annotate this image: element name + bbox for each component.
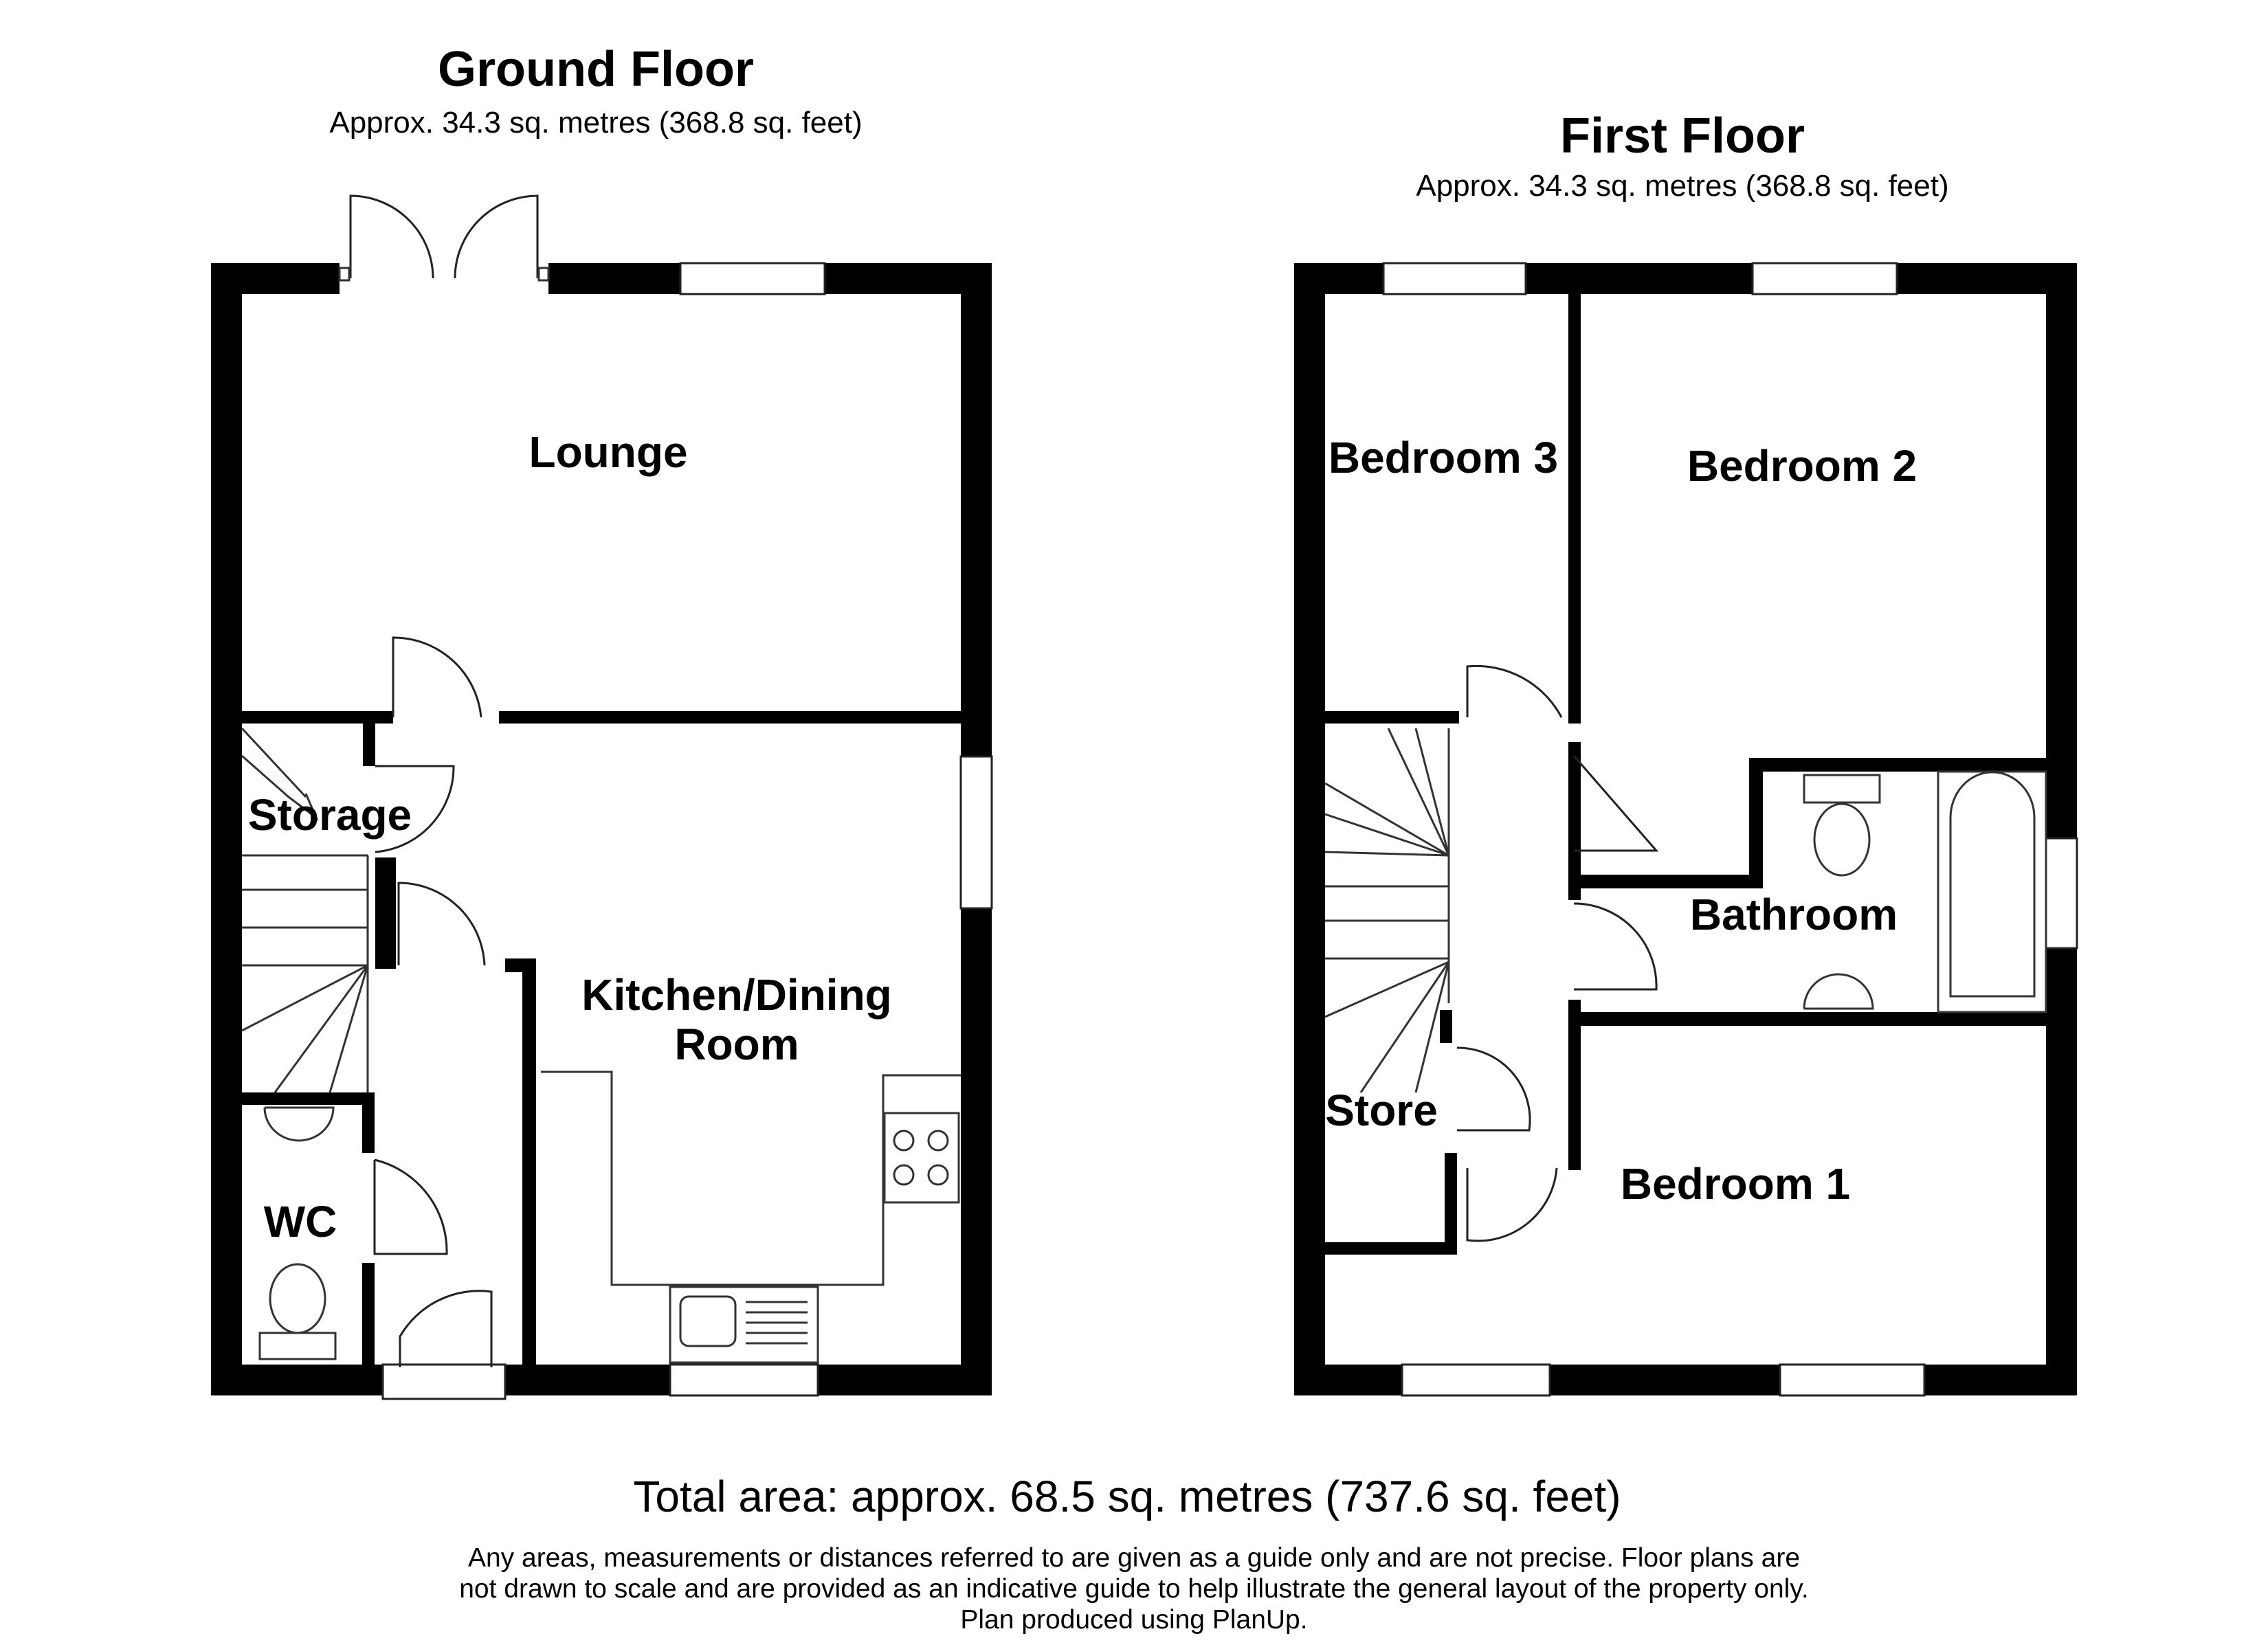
- room-label-bedroom3: Bedroom 3: [1328, 433, 1559, 482]
- gf-front-door-sill: [383, 1365, 505, 1399]
- gf-wall-top-mid: [548, 263, 680, 294]
- room-label-bedroom2: Bedroom 2: [1687, 441, 1917, 491]
- gf-french-door-jamb-left: [340, 268, 349, 280]
- ff-bed3-window: [1383, 263, 1526, 294]
- room-label-bathroom: Bathroom: [1689, 890, 1898, 939]
- ff-wall-bottom-right: [1924, 1365, 2077, 1395]
- room-label-bedroom1: Bedroom 1: [1620, 1159, 1851, 1209]
- sink-icon: [670, 1287, 818, 1362]
- first-floor-title: First Floor: [1560, 109, 1805, 164]
- gf-lounge-door: [393, 638, 481, 717]
- ff-bath-window: [2046, 838, 2077, 948]
- room-label-store: Store: [1325, 1086, 1438, 1135]
- gf-wall-wc-right-lower: [362, 1263, 375, 1373]
- ff-bed3-door: [1467, 666, 1561, 717]
- ff-store-door: [1457, 1048, 1530, 1130]
- ff-wall-bed2-left-lower: [1568, 742, 1581, 756]
- ff-bed1-window-left: [1402, 1365, 1550, 1395]
- ff-bed2-door: [1574, 756, 1656, 851]
- gf-wall-lounge-right: [499, 711, 961, 723]
- ff-staircase: [1325, 728, 1449, 1092]
- gf-kitchen-door: [399, 883, 485, 965]
- ff-wall-bottom-left: [1294, 1365, 1402, 1395]
- ff-wall-bottom-mid: [1550, 1365, 1780, 1395]
- basin-icon: [265, 1108, 333, 1141]
- gf-wall-bottom-left: [211, 1365, 383, 1395]
- gf-french-door-jamb-right: [539, 268, 548, 280]
- toilet-icon: [1804, 775, 1880, 803]
- disclaimer-line3: Plan produced using PlanUp.: [960, 1605, 1308, 1635]
- toilet-icon: [260, 1333, 335, 1359]
- gf-staircase: [242, 728, 368, 1092]
- disclaimer-line1: Any areas, measurements or distances referred to are given as a guide only and are not precise. Floor plans are: [467, 1543, 1801, 1573]
- room-label-lounge: Lounge: [529, 427, 688, 477]
- gf-kitchen-window: [670, 1365, 818, 1395]
- ff-wall-bed3-stub: [1568, 708, 1581, 723]
- ground-floor-area: Approx. 34.3 sq. metres (368.8 sq. feet): [329, 106, 863, 139]
- ff-wall-stair-stub: [1440, 1010, 1452, 1043]
- gf-wall-left: [211, 263, 242, 1395]
- room-label-kitchen-line2: Room: [674, 1020, 799, 1069]
- ff-wall-left: [1294, 263, 1325, 1395]
- bath-icon: [1938, 772, 2046, 1012]
- gf-wall-bottom-right: [818, 1365, 992, 1395]
- basin-icon: [1804, 974, 1873, 1009]
- ff-wall-bath-left-upper: [1568, 866, 1581, 900]
- gf-wall-hall-right: [522, 958, 536, 1378]
- ff-wall-bed2-bottom: [1568, 756, 1581, 866]
- room-label-kitchen-line1: Kitchen/Dining: [581, 970, 892, 1020]
- gf-wc-door: [375, 1160, 447, 1254]
- ff-wall-bath-step: [1749, 758, 1763, 888]
- ground-floor-plan: [211, 42, 992, 1399]
- gf-wall-wc-right-upper: [362, 1092, 375, 1153]
- hob-icon: [885, 1113, 959, 1202]
- ff-wall-bed3-bottom: [1325, 711, 1459, 723]
- gf-wall-right-lower: [961, 908, 992, 1395]
- room-label-wc: WC: [263, 1197, 337, 1246]
- gf-lounge-window: [680, 263, 825, 294]
- total-area: Total area: approx. 68.5 sq. metres (737.6 sq. feet): [633, 1472, 1621, 1521]
- ff-wall-bed1-left: [1568, 1012, 1581, 1170]
- ground-floor-title: Ground Floor: [438, 42, 754, 97]
- ff-wall-top-mid: [1526, 263, 1753, 294]
- ff-wall-bed3-bed2: [1568, 294, 1581, 723]
- ff-bath-door: [1574, 904, 1656, 989]
- ff-wall-store-bottom: [1325, 1242, 1457, 1255]
- gf-wall-right-upper: [961, 263, 992, 756]
- ff-wall-bath-step-top: [1581, 875, 1763, 888]
- gf-french-door-right: [455, 196, 537, 278]
- ff-wall-right-upper: [2046, 263, 2077, 838]
- gf-french-door-left: [351, 196, 433, 278]
- gf-wall-storage-stub: [363, 711, 375, 766]
- ff-bed2-window: [1753, 263, 1897, 294]
- first-floor-area: Approx. 34.3 sq. metres (368.8 sq. feet): [1416, 169, 1949, 203]
- gf-wall-hall-stub: [375, 857, 396, 969]
- ff-wall-bath-bottom: [1568, 1012, 2077, 1026]
- ff-wall-bath-top: [1749, 758, 2046, 772]
- ff-bed1-door: [1467, 1168, 1557, 1241]
- first-floor-plan: [1294, 109, 2077, 1395]
- gf-wall-wc-top: [242, 1092, 375, 1105]
- plan-footer: [459, 1472, 1809, 1635]
- gf-front-door: [400, 1291, 491, 1367]
- gf-kitchen-units: [541, 1072, 961, 1362]
- gf-kitchen-side-window: [961, 756, 992, 908]
- disclaimer-line2: not drawn to scale and are provided as an indicative guide to help illustrate the general layout of the property only.: [459, 1574, 1809, 1604]
- ff-bed1-window-right: [1780, 1365, 1924, 1395]
- room-label-storage: Storage: [247, 790, 412, 840]
- ff-wall-store-right: [1445, 1153, 1457, 1255]
